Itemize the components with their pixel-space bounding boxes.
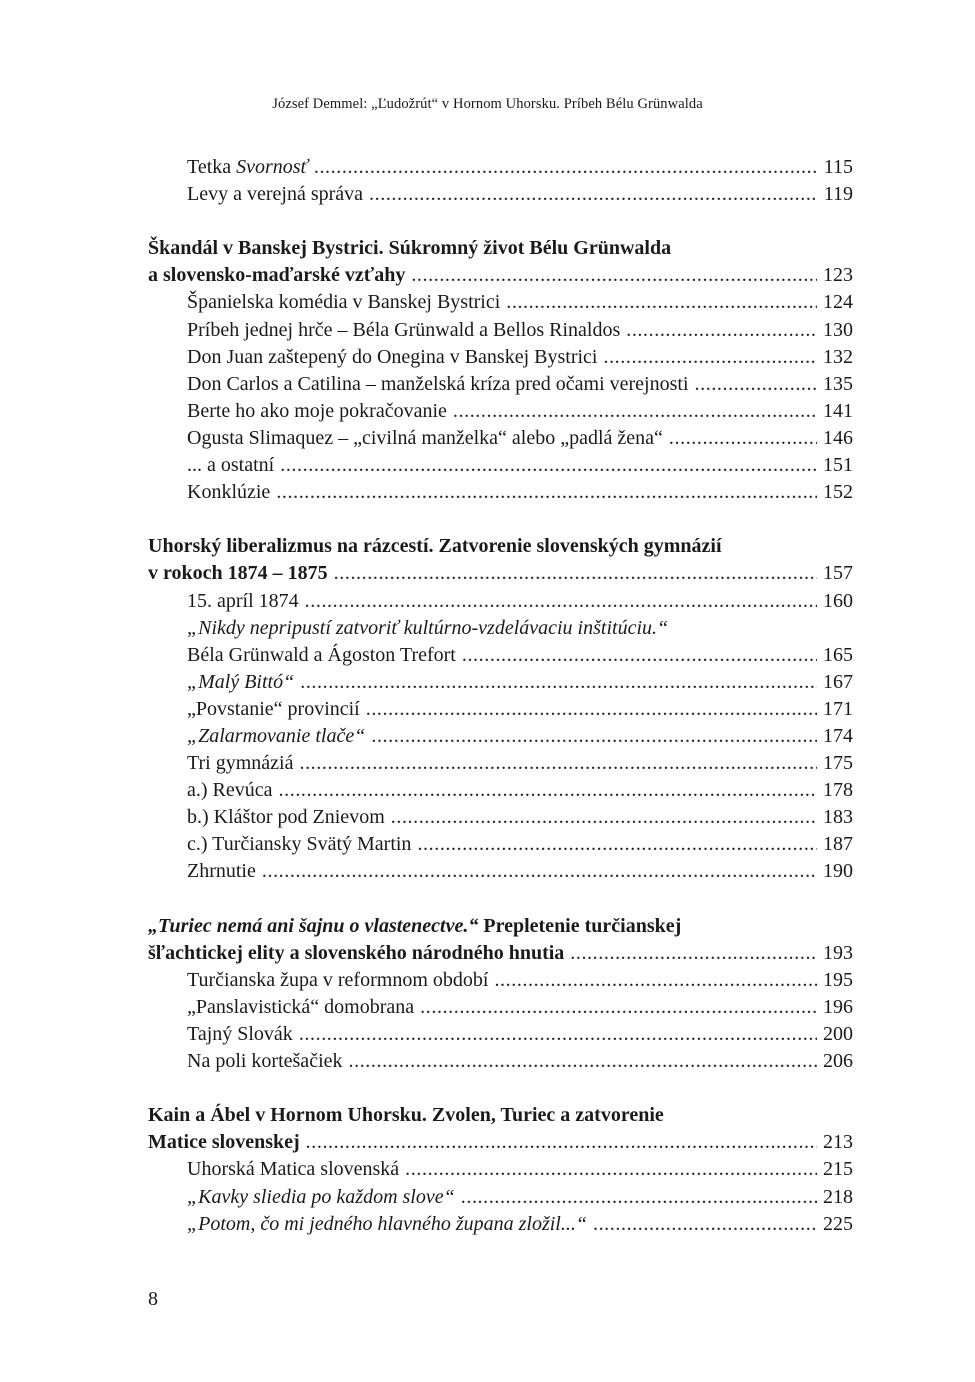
toc-entry: Berte ho ako moje pokračovanie ..... 141 (148, 398, 853, 425)
leader-dots (369, 181, 818, 208)
toc-entry: „Malý Bittó“ ..... 167 (148, 669, 853, 696)
leader-dots (276, 479, 817, 506)
toc-entry: b.) Kláštor pod Znievom ..... 183 (148, 804, 853, 831)
toc-entry (148, 181, 853, 208)
leader-dots (366, 696, 817, 723)
chapter-heading: šľachtickej elity a slovenského národného hnutia ..... 193 (148, 940, 853, 967)
leader-dots (506, 289, 817, 316)
running-header: József Demmel: „Ľudožrút“ v Hornom Uhorsku. Príbeh Bélu Grünwalda (272, 96, 703, 112)
toc-entry: „Zalarmovanie tlače“ ..... 174 (148, 723, 853, 750)
toc-entry: Ogusta Slimaquez – „civilná manželka“ alebo „padlá žena“ ..... 146 (148, 425, 853, 452)
toc-entry: Tri gymnáziá ..... 175 (148, 750, 853, 777)
chapter-heading: „Turiec nemá ani šajnu o vlastenectve.“ Prepletenie turčianskej (148, 914, 682, 937)
toc-entry-title: Tetka Svornosť (187, 156, 308, 178)
toc-entry: ... a ostatní ..... 151 (148, 452, 853, 479)
toc-entry: „Potom, čo mi jedného hlavného župana zložil...“ ..... 225 (148, 1211, 853, 1238)
leader-dots (279, 777, 817, 804)
toc-entry: Uhorská Matica slovenská ..... 215 (148, 1156, 853, 1183)
toc-entry: Na poli kortešačiek ..... 206 (148, 1048, 853, 1075)
leader-dots (391, 804, 817, 831)
leader-dots (462, 642, 817, 669)
page-number: 8 (148, 1288, 158, 1310)
chapter-heading: Škandál v Banskej Bystrici. Súkromný život Bélu Grünwalda (148, 237, 672, 260)
leader-dots (695, 371, 817, 398)
leader-dots (299, 1021, 817, 1048)
toc-page-number: 115 (823, 156, 853, 178)
leader-dots (280, 452, 817, 479)
leader-dots (593, 1211, 817, 1238)
toc-entry (148, 154, 853, 181)
toc-page-number: 213 (823, 1131, 853, 1154)
toc-entry: Španielska komédia v Banskej Bystrici ..... 124 (148, 289, 853, 316)
leader-dots (371, 723, 817, 750)
toc-entry: „Kavky sliedia po každom slove“ ..... 218 (148, 1184, 853, 1211)
toc-entry: Turčianska župa v reformnom období ..... 195 (148, 967, 853, 994)
toc-entry: c.) Turčiansky Svätý Martin ..... 187 (148, 831, 853, 858)
toc-entry: Zhrnutie ..... 190 (148, 858, 853, 885)
toc-entry: Don Carlos a Catilina – manželská kríza pred očami verejnosti ..... 135 (148, 371, 853, 398)
leader-dots (494, 967, 817, 994)
leader-dots (306, 1129, 817, 1156)
leader-dots (305, 588, 817, 615)
leader-dots (669, 425, 817, 452)
leader-dots (299, 750, 817, 777)
toc-entry: a.) Revúca ..... 178 (148, 777, 853, 804)
toc-page-number: 157 (823, 562, 853, 585)
leader-dots (314, 154, 818, 181)
toc-entry-title: Levy a verejná správa (187, 183, 364, 206)
leader-dots (453, 398, 817, 425)
leader-dots (300, 669, 817, 696)
toc-entry: Béla Grünwald a Ágoston Trefort ..... 165 (148, 642, 853, 669)
leader-dots (417, 831, 817, 858)
chapter-heading: a slovensko-maďarské vzťahy ..... 123 (148, 262, 853, 289)
leader-dots (334, 560, 817, 587)
chapter-heading: Matice slovenskej ..... 213 (148, 1129, 853, 1156)
leader-dots (420, 994, 817, 1021)
chapter-heading: Uhorský liberalizmus na rázcestí. Zatvorenie slovenských gymnázií (148, 535, 722, 558)
chapter-heading: Kain a Ábel v Hornom Uhorsku. Zvolen, Turiec a zatvorenie (148, 1104, 664, 1127)
leader-dots (603, 344, 817, 371)
leader-dots (262, 858, 817, 885)
toc-entry: „Panslavistická“ domobrana ..... 196 (148, 994, 853, 1021)
toc-entry: Tajný Slovák ..... 200 (148, 1021, 853, 1048)
leader-dots (405, 1156, 817, 1183)
toc-entry: „Povstanie“ provincií ..... 171 (148, 696, 853, 723)
leader-dots (461, 1184, 817, 1211)
toc-entry: „Nikdy nepripustí zatvoriť kultúrno-vzdelávaciu inštitúciu.“ (187, 616, 669, 639)
table-of-contents (148, 154, 853, 1238)
toc-page-number: 119 (823, 183, 853, 206)
toc-entry: 15. apríl 1874 ..... 160 (148, 588, 853, 615)
leader-dots (411, 262, 817, 289)
chapter-heading: v rokoch 1874 – 1875 ..... 157 (148, 560, 853, 587)
toc-entry: Konklúzie ..... 152 (148, 479, 853, 506)
toc-page-number: 193 (823, 941, 853, 964)
leader-dots (626, 317, 817, 344)
toc-entry: Don Juan zaštepený do Onegina v Banskej Bystrici ..... 132 (148, 344, 853, 371)
toc-page-number: 123 (823, 264, 853, 287)
leader-dots (349, 1048, 818, 1075)
toc-entry: Príbeh jednej hrče – Béla Grünwald a Bellos Rinaldos ..... 130 (148, 317, 853, 344)
leader-dots (570, 940, 817, 967)
